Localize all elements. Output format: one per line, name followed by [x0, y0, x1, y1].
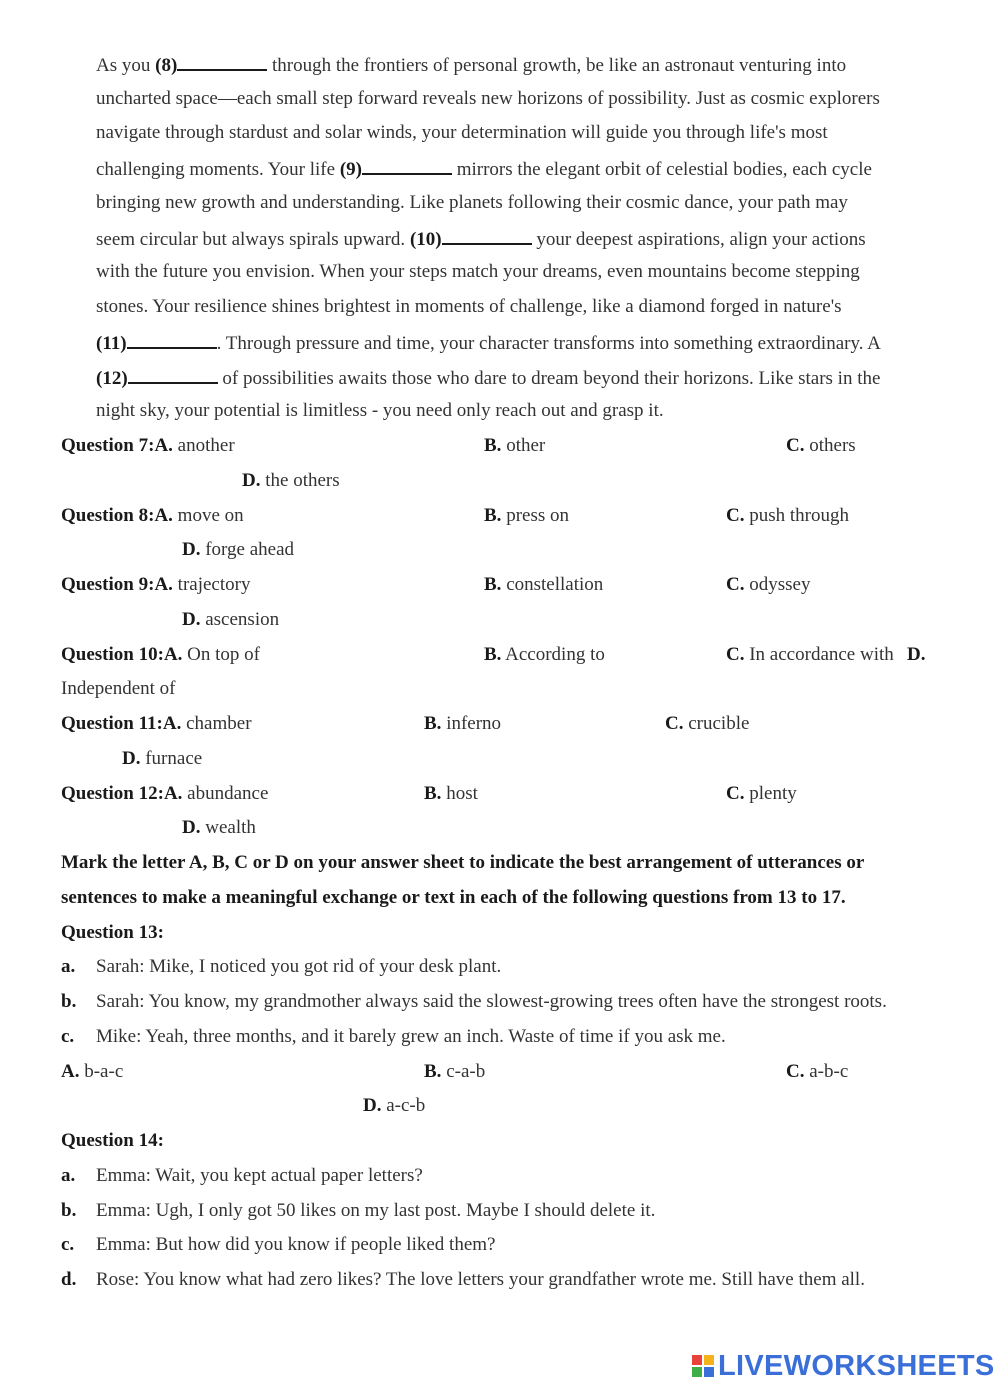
question-label: Question 12: — [61, 783, 164, 804]
option-a[interactable]: another — [177, 435, 235, 456]
option-b[interactable] — [424, 1060, 485, 1084]
option-letter: C. — [726, 574, 745, 595]
option-letter: C. — [726, 783, 745, 804]
passage-line — [96, 365, 880, 391]
option-text: According to — [505, 644, 605, 665]
option-c[interactable] — [786, 434, 856, 458]
option-d-letter[interactable] — [907, 643, 925, 667]
option-letter: A. — [162, 713, 182, 734]
option-letter: B. — [424, 783, 442, 804]
option-letter: A. — [163, 644, 183, 665]
item-text: Emma: But how did you know if people liked them? — [96, 1234, 496, 1255]
option-letter: A. — [163, 783, 183, 804]
item-text: Sarah: You know, my grandmother always said the slowest-growing trees often have the strongest roots. — [96, 991, 887, 1012]
option-letter: B. — [484, 644, 502, 665]
option-b[interactable] — [484, 643, 605, 667]
question-12 — [61, 782, 268, 806]
item-text: Sarah: Mike, I noticed you got rid of your desk plant. — [96, 956, 502, 977]
item-key: b. — [61, 1200, 77, 1221]
passage-text: challenging moments. Your life — [96, 159, 340, 180]
question-7 — [61, 434, 235, 458]
logo-square — [692, 1367, 702, 1377]
passage-line: stones. Your resilience shines brightest in moments of challenge, like a diamond forged in nature's — [96, 296, 842, 317]
option-a[interactable]: move on — [177, 505, 244, 526]
passage-line — [96, 156, 872, 182]
option-letter: A. — [154, 435, 173, 456]
option-letter: C. — [786, 435, 805, 456]
option-c[interactable] — [726, 643, 894, 667]
option-c[interactable] — [726, 782, 797, 806]
logo-grid-icon — [692, 1355, 714, 1377]
option-a[interactable]: chamber — [186, 713, 252, 734]
logo-square — [704, 1367, 714, 1377]
option-a[interactable] — [61, 1060, 123, 1084]
question-label: Question 8: — [61, 505, 155, 526]
option-letter: D. — [907, 644, 926, 665]
question-9 — [61, 573, 250, 597]
option-text: the others — [265, 470, 340, 491]
option-b[interactable] — [424, 712, 501, 736]
option-b[interactable] — [484, 504, 569, 528]
option-letter: C. — [786, 1061, 805, 1082]
option-text: others — [809, 435, 856, 456]
option-letter: D. — [242, 470, 261, 491]
option-c[interactable] — [726, 573, 810, 597]
option-letter: B. — [484, 435, 502, 456]
blank-number: (10) — [409, 229, 442, 250]
passage-text: seem circular but always spirals upward. — [96, 229, 410, 250]
option-letter: A. — [154, 505, 173, 526]
passage-text: . Through pressure and time, your character transforms into something extraordinary. A — [216, 333, 881, 354]
passage-line — [96, 52, 846, 78]
item-key: c. — [61, 1026, 75, 1047]
question-label: Question 11: — [61, 713, 163, 734]
option-text: a-c-b — [386, 1095, 426, 1116]
question-label: Question 9: — [61, 574, 155, 595]
option-text: ascension — [205, 609, 280, 630]
passage-text: your deepest aspirations, align your actions — [531, 229, 866, 250]
option-text: push through — [749, 505, 849, 526]
passage-text: of possibilities awaits those who dare to dream beyond their horizons. Like stars in the — [217, 368, 881, 389]
item-key: c. — [61, 1234, 75, 1255]
instruction-line: Mark the letter A, B, C or D on your answer sheet to indicate the best arrangement of utterances or — [61, 852, 865, 873]
option-a[interactable]: abundance — [187, 783, 269, 804]
item-text: Emma: Wait, you kept actual paper letters? — [96, 1165, 423, 1186]
blank-number: (12) — [96, 368, 128, 389]
option-d[interactable] — [242, 469, 340, 493]
question-14-label: Question 14: — [61, 1130, 164, 1151]
logo-square — [692, 1355, 702, 1365]
option-letter: C. — [726, 505, 745, 526]
item-key: b. — [61, 991, 77, 1012]
option-letter: A. — [61, 1061, 80, 1082]
passage-line: bringing new growth and understanding. Like planets following their cosmic dance, your path may — [96, 192, 848, 213]
option-c[interactable] — [786, 1060, 848, 1084]
answer-blank[interactable] — [177, 52, 267, 71]
blank-number: (11) — [96, 333, 127, 354]
option-b[interactable] — [424, 782, 478, 806]
passage-text: As you — [96, 55, 156, 76]
passage-text: mirrors the elegant orbit of celestial bodies, each cycle — [451, 159, 872, 180]
question-label: Question 7: — [61, 435, 155, 456]
option-text: crucible — [688, 713, 750, 734]
option-d[interactable] — [182, 816, 256, 840]
option-a[interactable]: On top of — [187, 644, 260, 665]
liveworksheets-logo — [692, 1349, 995, 1383]
passage-line — [96, 330, 881, 356]
option-letter: D. — [122, 748, 141, 769]
answer-blank[interactable] — [362, 156, 452, 175]
option-text: plenty — [749, 783, 797, 804]
option-text: furnace — [145, 748, 203, 769]
item-text: Rose: You know what had zero likes? The love letters your grandfather wrote me. Still have them all. — [96, 1269, 865, 1290]
instruction-line: sentences to make a meaningful exchange or text in each of the following questions from 13 to 17. — [61, 887, 846, 908]
option-letter: B. — [484, 574, 502, 595]
passage-line: navigate through stardust and solar winds, your determination will guide you through life's most — [96, 122, 828, 143]
option-d[interactable]: Independent of — [61, 678, 176, 699]
option-text: press on — [506, 505, 569, 526]
option-text: constellation — [506, 574, 604, 595]
option-text: other — [506, 435, 546, 456]
option-letter: B. — [424, 1061, 442, 1082]
option-letter: C. — [665, 713, 684, 734]
question-10 — [61, 643, 260, 667]
logo-text: LIVEWORKSHEETS — [718, 1349, 995, 1382]
answer-blank[interactable] — [128, 365, 218, 384]
item-key: a. — [61, 956, 76, 977]
answer-blank[interactable] — [442, 226, 532, 245]
question-8 — [61, 504, 244, 528]
option-text: In accordance with — [749, 644, 894, 665]
item-key: a. — [61, 1165, 76, 1186]
option-text: wealth — [205, 817, 256, 838]
option-text: b-a-c — [84, 1061, 124, 1082]
blank-number: (9) — [339, 159, 362, 180]
option-a[interactable]: trajectory — [177, 574, 251, 595]
option-text: a-b-c — [809, 1061, 849, 1082]
option-letter: D. — [182, 539, 201, 560]
option-b[interactable] — [484, 573, 603, 597]
option-letter: D. — [182, 817, 201, 838]
item-text: Emma: Ugh, I only got 50 likes on my last post. Maybe I should delete it. — [96, 1200, 656, 1221]
passage-line: uncharted space—each small step forward reveals new horizons of possibility. Just as cosmic explorers — [96, 88, 880, 109]
blank-number: (8) — [155, 55, 178, 76]
option-text: host — [446, 783, 478, 804]
option-letter: D. — [363, 1095, 382, 1116]
logo-square — [704, 1355, 714, 1365]
option-d[interactable] — [182, 608, 279, 632]
passage-line — [96, 226, 866, 252]
item-key: d. — [61, 1269, 77, 1290]
option-text: odyssey — [749, 574, 811, 595]
passage-line: with the future you envision. When your steps match your dreams, even mountains become stepping — [96, 261, 860, 282]
option-d[interactable] — [363, 1094, 425, 1118]
option-d[interactable] — [122, 747, 202, 771]
option-text: inferno — [446, 713, 502, 734]
option-c[interactable] — [726, 504, 849, 528]
option-b[interactable] — [484, 434, 545, 458]
option-d[interactable] — [182, 538, 294, 562]
option-text: forge ahead — [205, 539, 295, 560]
passage-line: night sky, your potential is limitless - you need only reach out and grasp it. — [96, 400, 664, 421]
answer-blank[interactable] — [127, 330, 217, 349]
question-13-label: Question 13: — [61, 922, 164, 943]
option-letter: D. — [182, 609, 201, 630]
option-letter: B. — [484, 505, 502, 526]
question-11 — [61, 712, 252, 736]
question-label: Question 10: — [61, 644, 164, 665]
option-letter: A. — [154, 574, 173, 595]
option-letter: B. — [424, 713, 442, 734]
option-letter: C. — [726, 644, 745, 665]
item-text: Mike: Yeah, three months, and it barely grew an inch. Waste of time if you ask me. — [96, 1026, 726, 1047]
option-text: c-a-b — [446, 1061, 486, 1082]
passage-text: through the frontiers of personal growth, be like an astronaut venturing into — [267, 55, 847, 76]
option-c[interactable] — [665, 712, 749, 736]
